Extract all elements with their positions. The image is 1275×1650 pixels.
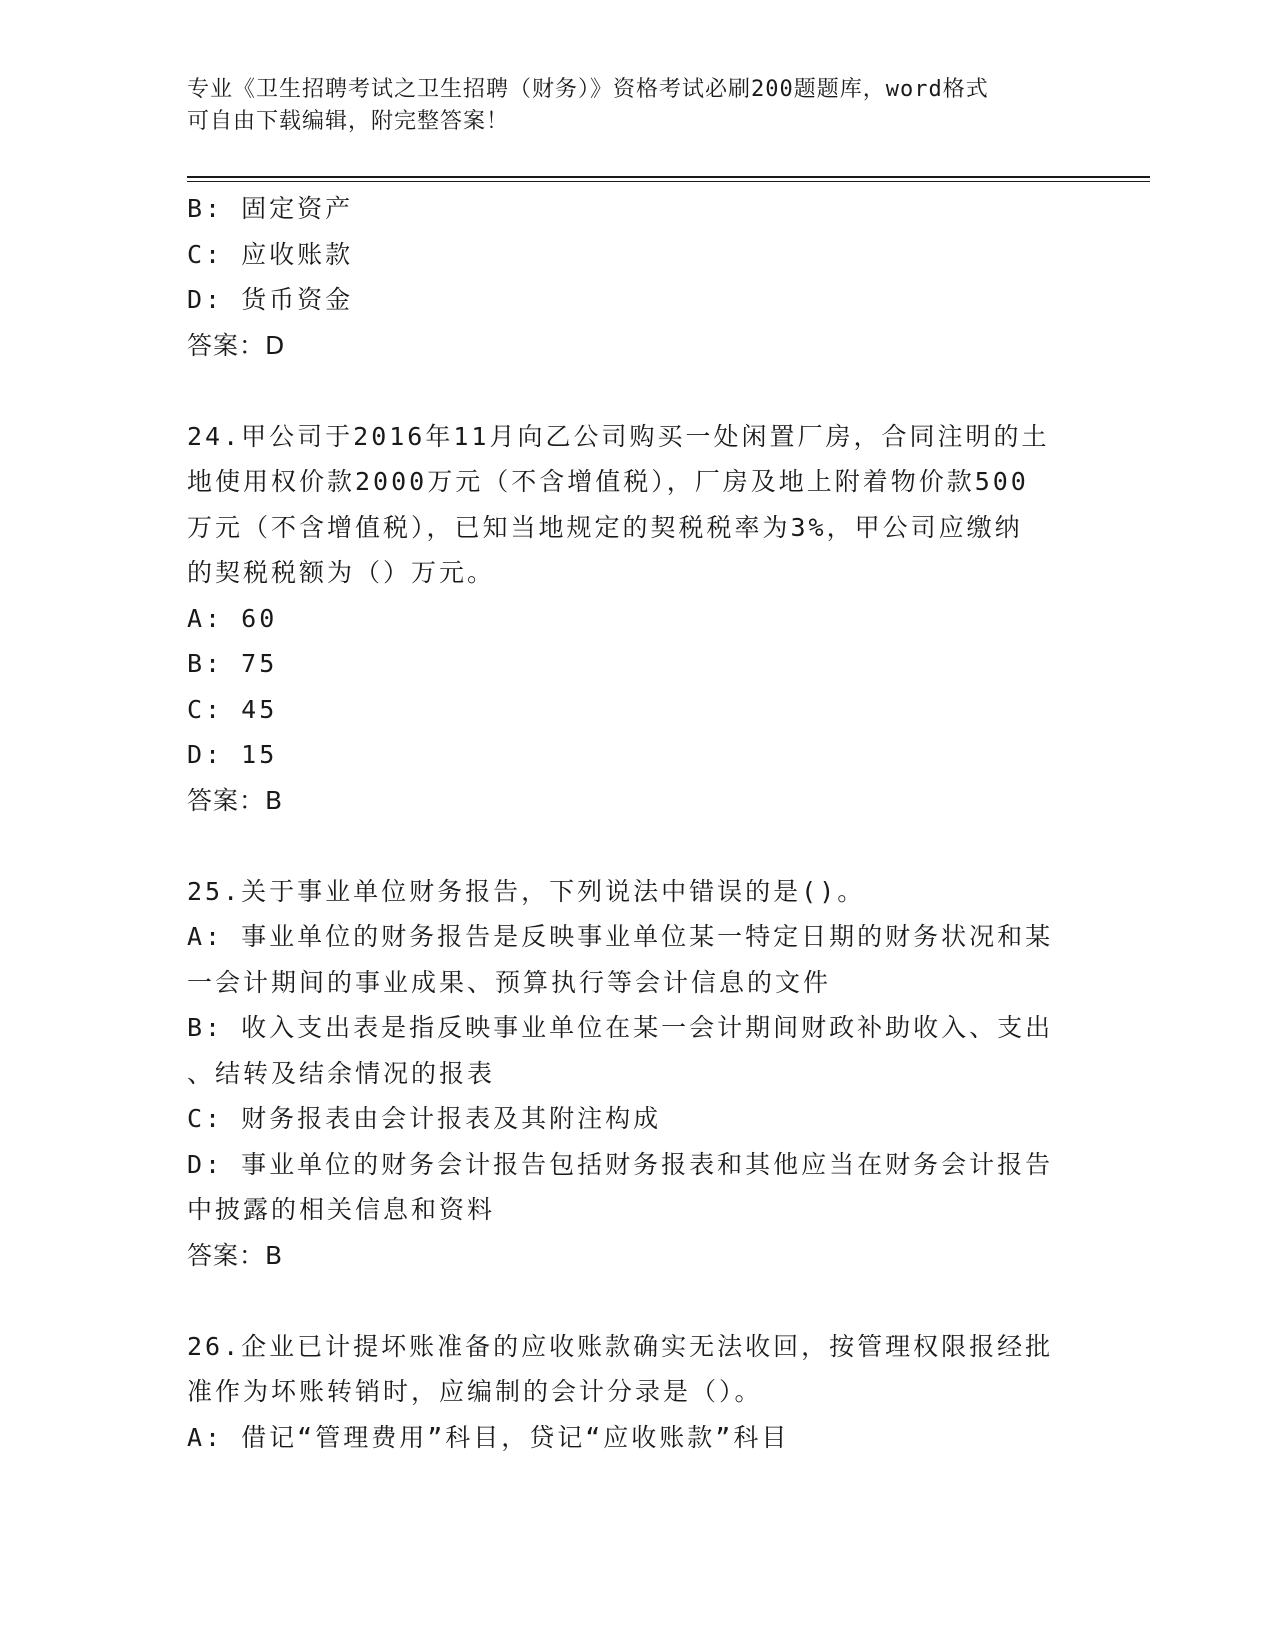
option-c: C: 45 (187, 694, 278, 724)
header-title-line-2: 可自由下载编辑，附完整答案！ (187, 109, 510, 134)
option-c: C: 应收账款 (187, 239, 354, 269)
option-b: B: 75 (187, 649, 278, 678)
question-stem-line: 准作为坏账转销时，应编制的会计分录是（）。 (187, 1377, 763, 1406)
question-25 (187, 869, 1087, 1279)
question-spacer (187, 368, 1087, 414)
option-d: D: 货币资金 (187, 285, 354, 314)
option-a-line: 一会计期间的事业成果、预算执行等会计信息的文件 (187, 967, 832, 997)
header-divider-thin (187, 181, 1150, 182)
question-stem-line: 26.企业已计提坏账准备的应收账款确实无法收回，按管理权限报经批 (187, 1331, 1054, 1361)
option-a: A: 60 (187, 603, 278, 633)
question-spacer (187, 1278, 1087, 1324)
answer: 答案：B (187, 1240, 284, 1270)
option-d-line: D: 事业单位的财务会计报告包括财务报表和其他应当在财务会计报告 (187, 1149, 1054, 1179)
option-b: B: 固定资产 (187, 194, 354, 223)
header-title-line-1: 专业《卫生招聘考试之卫生招聘（财务）》资格考试必刷200题题库，word格式 (187, 77, 989, 102)
option-a: A: 借记“管理费用”科目，贷记“应收账款”科目 (187, 1422, 790, 1452)
question-stem: 25.关于事业单位财务报告，下列说法中错误的是()。 (187, 876, 866, 906)
option-a-line: A: 事业单位的财务报告是反映事业单位某一特定日期的财务状况和某 (187, 922, 1054, 951)
answer: 答案：B (187, 785, 284, 815)
option-d: D: 15 (187, 740, 278, 769)
question-list (187, 186, 1087, 1460)
option-b-line: 、结转及结余情况的报表 (187, 1058, 496, 1088)
question-stem-line: 地使用权价款2000万元（不含增值税），厂房及地上附着物价款500 (187, 467, 1029, 496)
document-header (187, 74, 1087, 138)
header-divider-thick (187, 176, 1150, 178)
question-stem-line: 万元（不含增值税），已知当地规定的契税税率为3%，甲公司应缴纳 (187, 512, 1023, 542)
question-24 (187, 414, 1087, 824)
question-23 (187, 186, 1087, 368)
option-c: C: 财务报表由会计报表及其附注构成 (187, 1104, 662, 1133)
option-d-line: 中披露的相关信息和资料 (187, 1195, 496, 1224)
answer: 答案：D (187, 330, 286, 360)
question-spacer (187, 823, 1087, 869)
option-b-line: B: 收入支出表是指反映事业单位在某一会计期间财政补助收入、支出 (187, 1013, 1054, 1042)
question-26 (187, 1324, 1087, 1461)
question-stem-line: 24.甲公司于2016年11月向乙公司购买一处闲置厂房，合同注明的土 (187, 421, 1050, 451)
question-stem-line: 的契税税额为（）万元。 (187, 558, 496, 587)
